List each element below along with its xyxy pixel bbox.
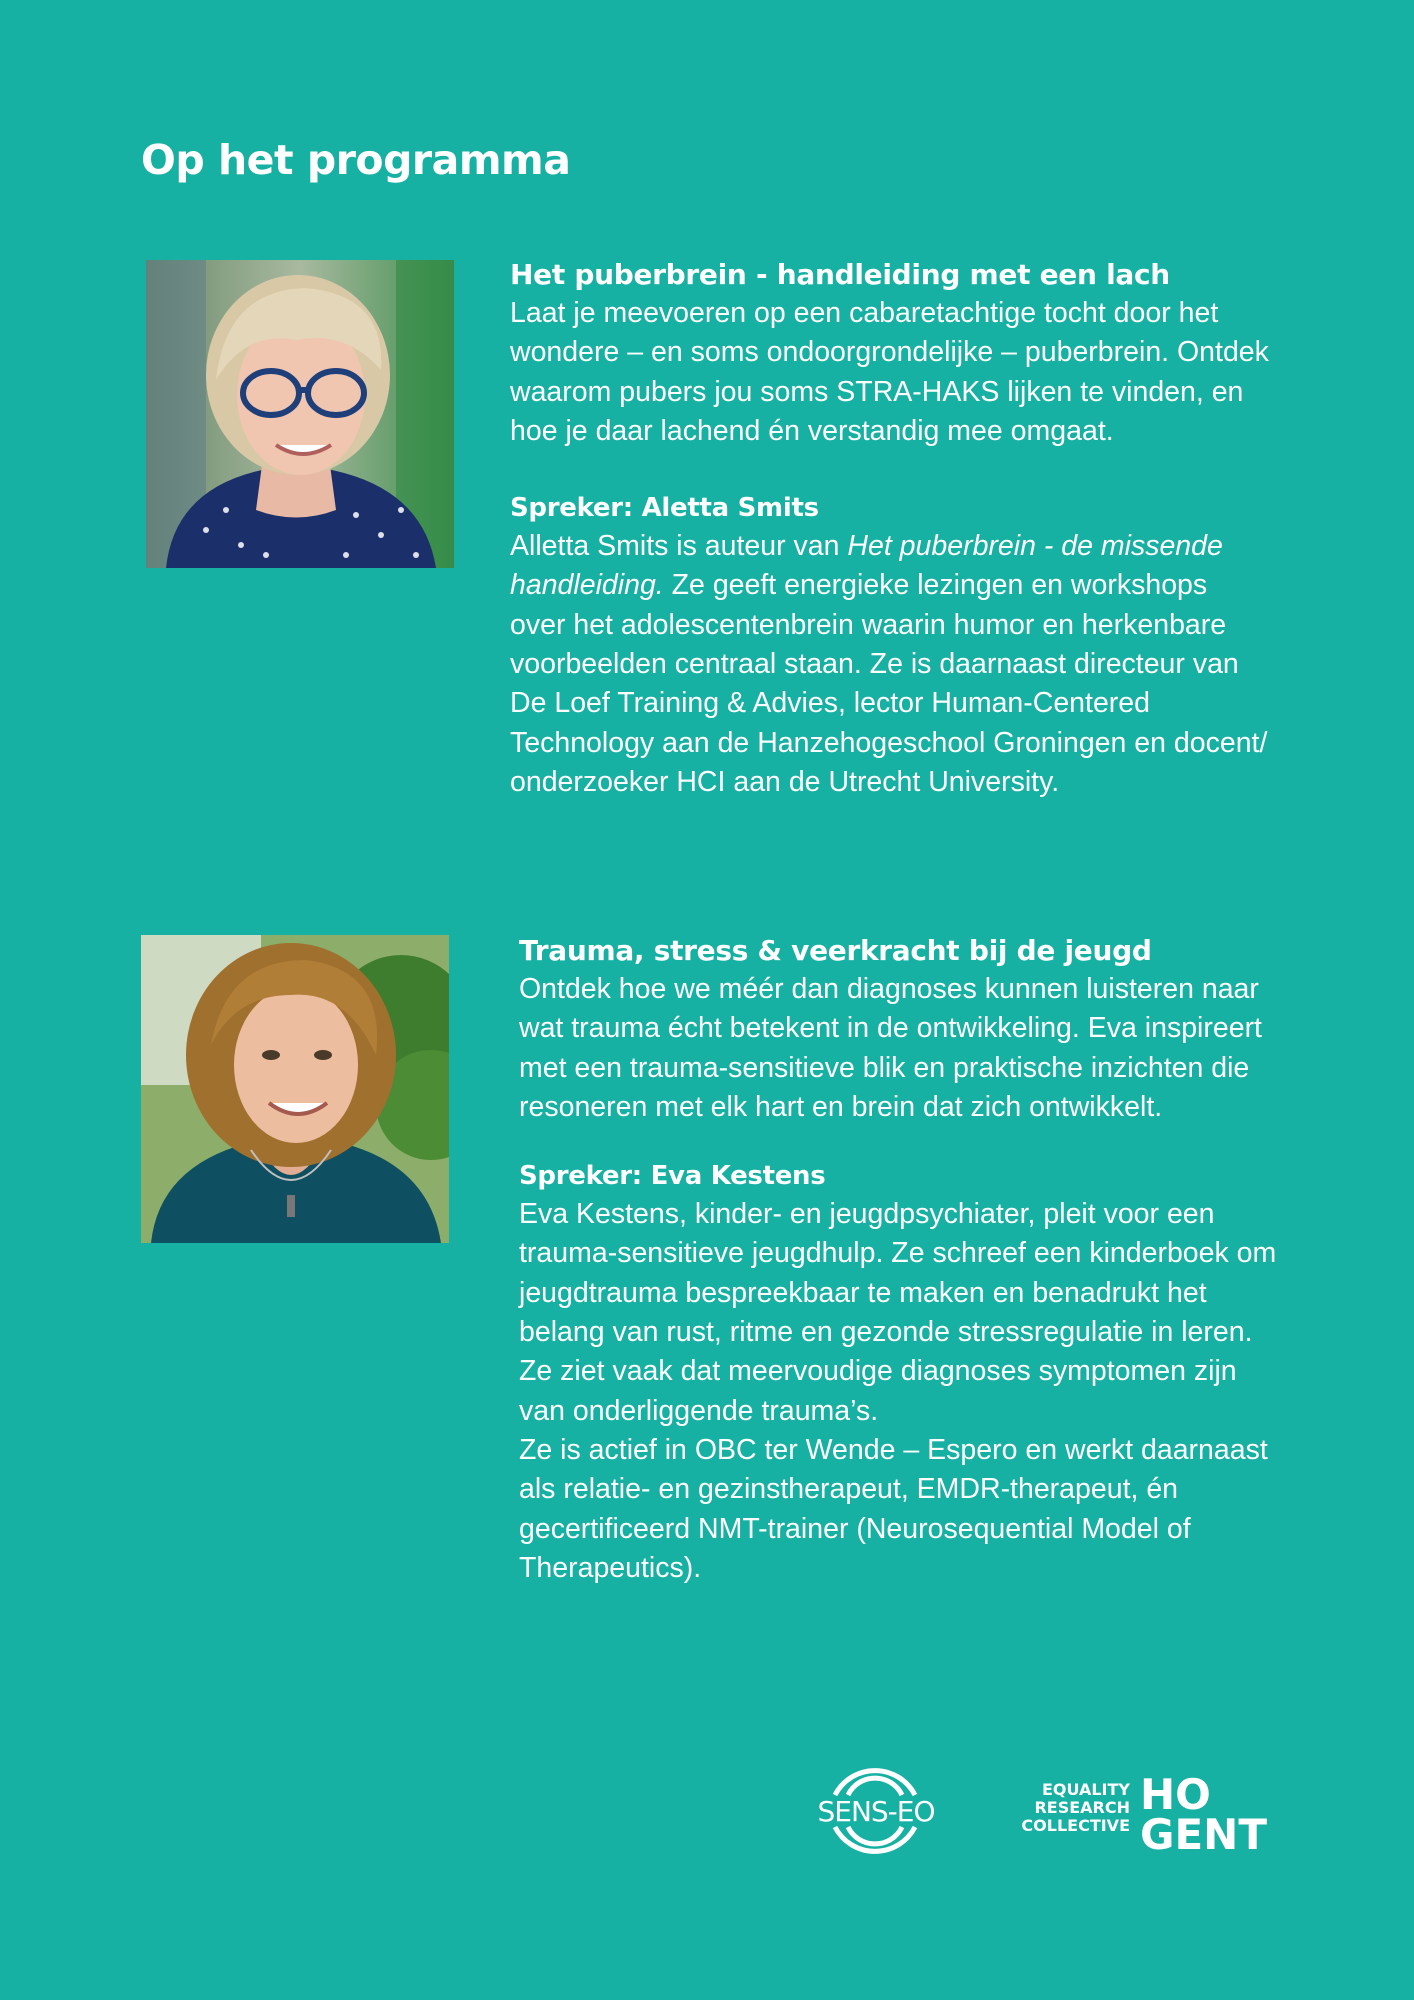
talk-title: Het puberbrein - handleiding met een lach <box>510 258 1170 291</box>
session-1 <box>510 256 1270 802</box>
speaker-bio <box>510 527 1270 802</box>
speaker-name: Spreker: Eva Kestens <box>519 1161 826 1192</box>
talk-description: Laat je meevoeren op een cabaretachtige tocht door het wondere – en soms ondoorgrondelijke – puberbrein. Ontdek waarom pubers jou soms STRA-HAKS lijken te vinden, en hoe je daar lachend én verstandig mee omgaat. <box>510 297 1269 447</box>
session-2 <box>519 932 1279 1588</box>
talk-title: Trauma, stress & veerkracht bij de jeugd <box>519 934 1152 967</box>
erc-line: EQUALITY <box>1041 1780 1130 1799</box>
partner-logos <box>800 1765 1280 1865</box>
speaker-bio: Eva Kestens, kinder- en jeugdpsychiater, pleit voor een trauma-sensitieve jeugdhulp. Ze schreef een kinderboek om jeugdtrauma bespreekbaar te maken en benadrukt het belang van rust, ritme en gezonde stressregulatie in leren. Ze ziet vaak dat meervoudige diagnoses symptomen zijn van onderliggende trauma’s. <box>519 1198 1277 1427</box>
sens-eo-logo <box>800 1765 950 1860</box>
sens-eo-text: SENS-EO <box>817 1795 935 1828</box>
talk-description: Ontdek hoe we méér dan diagnoses kunnen luisteren naar wat trauma écht betekent in de ontwikkeling. Eva inspireert met een trauma-sensitieve blik en praktische inzichten die resoneren met elk hart en brein dat zich ontwikkelt. <box>519 973 1262 1123</box>
bio-rest: Ze geeft energieke lezingen en workshops over het adolescentenbrein waarin humor en herkenbare voorbeelden centraal staan. Ze is daarnaast directeur van De Loef Training & Advies, lector Human-Centered Technology aan de Hanzehogeschool Groningen en docent/ onderzoeker HCI aan de Utrecht University. <box>510 569 1268 798</box>
hogent-line: HO <box>1140 1770 1211 1819</box>
erc-line: RESEARCH <box>1034 1798 1130 1817</box>
speaker-bio-continued: Ze is actief in OBC ter Wende – Espero en werkt daarnaast als relatie- en gezinstherapeut, EMDR-therapeut, én gecertificeerd NMT-trainer (Neurosequential Model of Therapeutics). <box>519 1433 1268 1584</box>
erc-line: COLLECTIVE <box>1021 1816 1130 1835</box>
hogent-logo <box>1140 1770 1267 1859</box>
page-title: Op het programma <box>141 136 571 184</box>
bio-prefix: Alletta Smits is auteur van <box>510 530 848 563</box>
equality-research-collective-logo <box>1000 1781 1130 1835</box>
hogent-line: GENT <box>1140 1810 1267 1859</box>
speaker-photo-eva-kestens <box>141 935 449 1243</box>
speaker-name: Spreker: Aletta Smits <box>510 493 819 524</box>
book-title: Het puberbrein - de missende handleiding. <box>510 530 1223 602</box>
speaker-photo-aletta-smits <box>146 260 454 568</box>
